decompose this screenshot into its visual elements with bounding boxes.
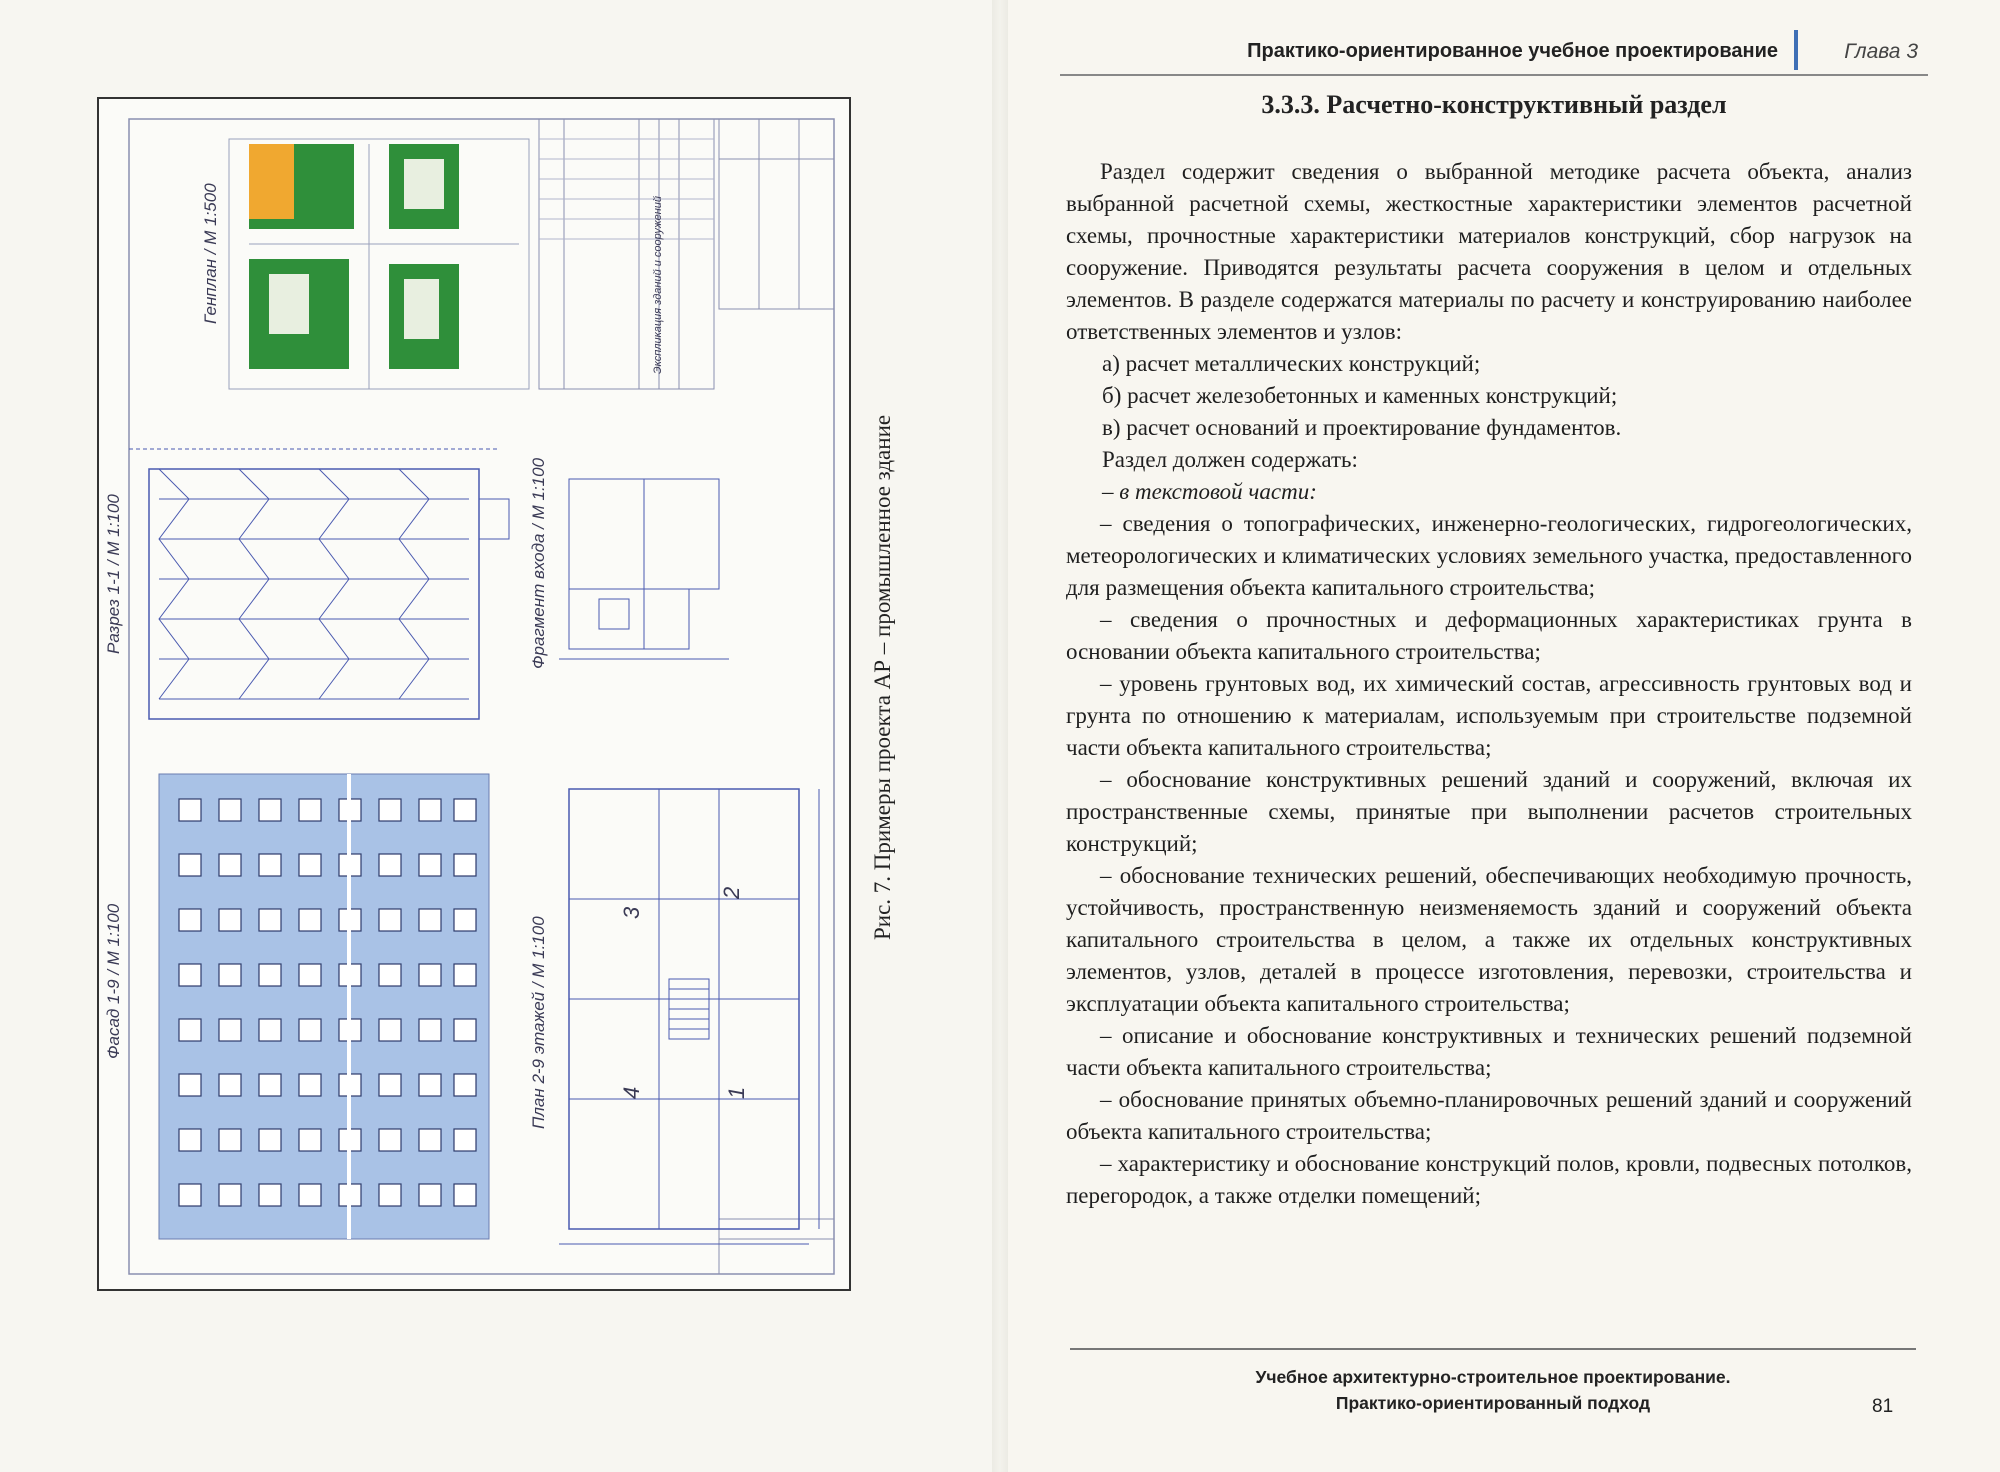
paragraph: – характеристику и обоснование конструкций полов, кровли, подвесных потолков, перегородок, а также отделки помещений;: [1066, 1151, 1912, 1208]
body-text: [1066, 156, 1912, 1212]
drawing-sheet: [97, 97, 851, 1291]
section-label: Разрез 1-1 / М 1:100: [104, 494, 123, 654]
paragraph: б) расчет железобетонных и каменных конструкций;: [1102, 383, 1618, 408]
room-number: 1: [724, 1086, 749, 1099]
paragraph: – сведения о прочностных и деформационных характеристиках грунта в основании объекта капитального строительства;: [1066, 607, 1912, 664]
book-gutter: [992, 0, 1008, 1472]
site-plan: [229, 139, 529, 389]
entrance-fragment-label: Фрагмент входа / М 1:100: [529, 457, 548, 669]
facade-label: Фасад 1-9 / М 1:100: [104, 903, 123, 1059]
paragraph: – в текстовой части:: [1102, 479, 1317, 504]
footer-rule: [1070, 1348, 1916, 1350]
floor-plan-label: План 2-9 этажей / М 1:100: [529, 916, 548, 1129]
room-number: 2: [719, 886, 744, 899]
footer: [1070, 1364, 1916, 1416]
site-orange-block: [249, 144, 294, 219]
header-divider: [1794, 30, 1798, 70]
footer-line-2: Практико-ориентированный подход: [1335, 1393, 1651, 1413]
genplan-label: Генплан / М 1:500: [201, 183, 220, 324]
paragraph: – обоснование технических решений, обеспечивающих необходимую прочность, устойчивость, пространственную неизменяемость зданий и сооружений объекта капитального строительства в целом, а также их отдельных конструктивных элементов, узлов, деталей в процессе изготовления, перевозки, строительства и эксплуатации объекта капитального строительства;: [1066, 863, 1912, 1016]
figure-caption: Рис. 7. Примеры проекта АР – промышленное здание: [870, 414, 895, 940]
footer-line-1: Учебное архитектурно-строительное проектирование.: [1255, 1367, 1731, 1387]
explication-label: Экспликация зданий и сооружений: [652, 195, 664, 374]
page-number: 81: [1872, 1396, 1894, 1417]
paragraph: Раздел должен содержать:: [1102, 447, 1358, 472]
paragraph: – уровень грунтовых вод, их химический состав, агрессивность грунтовых вод и грунта по отношению к материалам, используемым при строительстве подземной части объекта капитального строительства;: [1066, 671, 1912, 760]
explication-table: [539, 119, 714, 389]
paragraph: а) расчет металлических конструкций;: [1102, 351, 1481, 376]
paragraph: – обоснование принятых объемно-планировочных решений зданий и сооружений объекта капитального строительства;: [1066, 1087, 1912, 1144]
paragraph: в) расчет оснований и проектирование фундаментов.: [1102, 415, 1622, 440]
title-block-bottom: [719, 1219, 834, 1274]
title-block-top: [719, 119, 834, 309]
room-number: 3: [619, 906, 644, 919]
paragraph: – обоснование конструктивных решений зданий и сооружений, включая их пространственные схемы, принятые при выполнении расчетов строительных конструкций;: [1066, 767, 1912, 856]
running-header: [1060, 36, 1928, 76]
facade-drawing: [159, 774, 489, 1239]
paragraph: – сведения о топографических, инженерно-геологических, гидрогеологических, метеорологических и климатических условиях земельного участка, предоставленного для размещения объекта капитального строительства;: [1066, 511, 1912, 600]
entrance-fragment: [559, 479, 729, 659]
header-title: Практико-ориентированное учебное проектирование: [1247, 40, 1778, 62]
paragraph: – описание и обоснование конструктивных и технических решений подземной части объекта капитального строительства;: [1066, 1023, 1912, 1080]
section-title: 3.3.3. Расчетно-конструктивный раздел: [1261, 90, 1727, 119]
room-number: 4: [619, 1086, 644, 1099]
section-drawing: [129, 449, 509, 719]
paragraph: Раздел содержит сведения о выбранной методике расчета объекта, анализ выбранной расчетной схемы, жесткостные характеристики элементов расчетной схемы, прочностные характеристики материалов конструкций, сбор нагрузок на сооружение. Приводятся результаты расчета сооружения в целом и отдельных элементов. В разделе содержатся материалы по расчету и конструированию наиболее ответственных элементов и узлов:: [1066, 159, 1912, 344]
floor-plan: [559, 789, 819, 1244]
header-chapter: Глава 3: [1844, 40, 1918, 63]
